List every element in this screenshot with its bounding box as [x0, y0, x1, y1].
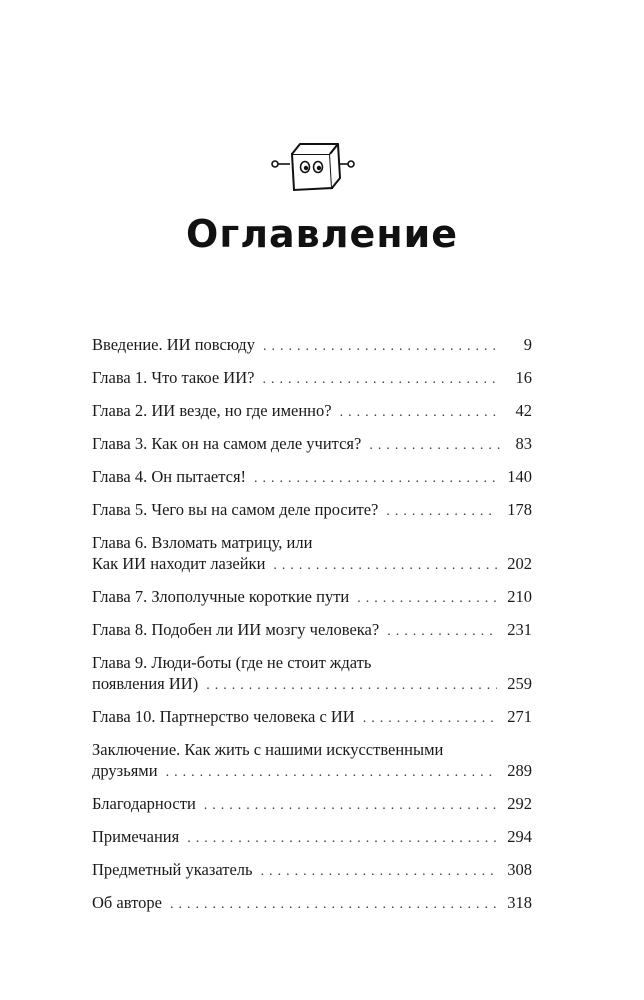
toc-entry-line	[92, 760, 532, 783]
toc-page-number: 231	[507, 620, 532, 639]
toc-page-number: 271	[507, 707, 532, 726]
dot-leader	[263, 336, 500, 357]
toc-entry-title: Глава 3. Как он на самом деле учится?	[92, 434, 362, 453]
toc-entry-title: Глава 4. Он пытается!	[92, 467, 247, 486]
toc-page-number: 292	[507, 794, 532, 813]
toc-entry	[92, 433, 532, 456]
toc-page-number: 210	[507, 587, 532, 606]
toc-entry-line	[92, 706, 532, 729]
toc-entry-line	[92, 859, 532, 882]
toc-entry	[92, 859, 532, 882]
toc-entry	[92, 793, 532, 816]
toc-entry-title: Как ИИ находит лазейки	[92, 554, 266, 573]
toc-entry	[92, 334, 532, 357]
dot-leader	[187, 828, 497, 849]
toc-entry-title: Примечания	[92, 827, 180, 846]
toc-entry-line	[92, 619, 532, 642]
dot-leader	[261, 861, 498, 882]
dot-leader	[363, 708, 498, 729]
toc-entry	[92, 466, 532, 489]
toc-entry-title: Глава 6. Взломать матрицу, или	[92, 533, 313, 552]
toc-page-number: 318	[507, 893, 532, 912]
toc-page-number: 9	[523, 335, 532, 354]
toc-entry	[92, 892, 532, 915]
toc-entry	[92, 739, 532, 783]
toc-entry-line	[92, 499, 532, 522]
dot-leader	[206, 675, 497, 696]
toc-entry-line	[92, 652, 532, 673]
toc-entry-title: друзьями	[92, 761, 158, 780]
toc-page-number: 42	[515, 401, 532, 420]
toc-entry-line	[92, 532, 532, 553]
toc-entry-title: Глава 8. Подобен ли ИИ мозгу человека?	[92, 620, 380, 639]
dot-leader	[262, 369, 500, 390]
robot-head-icon	[270, 140, 360, 196]
toc-entry	[92, 400, 532, 423]
dot-leader	[357, 588, 497, 609]
dot-leader	[340, 402, 500, 423]
toc-entry-title: Предметный указатель	[92, 860, 253, 879]
toc-entry-title: Глава 9. Люди-боты (где не стоит ждать	[92, 653, 372, 672]
toc-entry	[92, 619, 532, 642]
toc-page-number: 202	[507, 554, 532, 573]
toc-entry	[92, 532, 532, 576]
toc-entry-line	[92, 826, 532, 849]
dot-leader	[204, 795, 497, 816]
toc-entry-line	[92, 739, 532, 760]
toc-entry-title: Глава 7. Злополучные короткие пути	[92, 587, 350, 606]
toc-entry-line	[92, 367, 532, 390]
toc-entry-line	[92, 334, 532, 357]
toc-page-number: 289	[507, 761, 532, 780]
dot-leader	[166, 762, 498, 783]
toc-entry-title: Об авторе	[92, 893, 162, 912]
dot-leader	[386, 501, 497, 522]
toc-entry-title: Глава 2. ИИ везде, но где именно?	[92, 401, 332, 420]
toc-entry	[92, 826, 532, 849]
dot-leader	[273, 555, 497, 576]
toc-entry-line	[92, 586, 532, 609]
toc-entry	[92, 586, 532, 609]
toc-page-number: 178	[507, 500, 532, 519]
toc-page-number: 308	[507, 860, 532, 879]
toc-page-number: 259	[507, 674, 532, 693]
dot-leader	[369, 435, 500, 456]
toc-entry-title: Введение. ИИ повсюду	[92, 335, 255, 354]
toc-entry-title: Глава 1. Что такое ИИ?	[92, 368, 255, 387]
toc-page-number: 294	[507, 827, 532, 846]
toc-entry-line	[92, 892, 532, 915]
toc-entry-line	[92, 553, 532, 576]
toc-entry-title: Благодарности	[92, 794, 196, 813]
toc-entry-title: Глава 10. Партнерство человека с ИИ	[92, 707, 355, 726]
toc-entry-title: Глава 5. Чего вы на самом деле просите?	[92, 500, 379, 519]
toc-entry-line	[92, 466, 532, 489]
toc-entry-line	[92, 433, 532, 456]
toc-entry	[92, 499, 532, 522]
dot-leader	[254, 468, 497, 489]
dot-leader	[387, 621, 497, 642]
table-of-contents	[92, 334, 532, 925]
toc-entry	[92, 367, 532, 390]
toc-page-number: 83	[515, 434, 532, 453]
toc-entry	[92, 652, 532, 696]
toc-entry	[92, 706, 532, 729]
toc-entry-title: появления ИИ)	[92, 674, 199, 693]
toc-entry-title: Заключение. Как жить с нашими искусственными	[92, 740, 444, 759]
toc-entry-line	[92, 793, 532, 816]
toc-entry-line	[92, 673, 532, 696]
page-title: Оглавление	[186, 212, 458, 256]
toc-page-number: 16	[515, 368, 532, 387]
toc-entry-line	[92, 400, 532, 423]
toc-page-number: 140	[507, 467, 532, 486]
dot-leader	[170, 894, 497, 915]
